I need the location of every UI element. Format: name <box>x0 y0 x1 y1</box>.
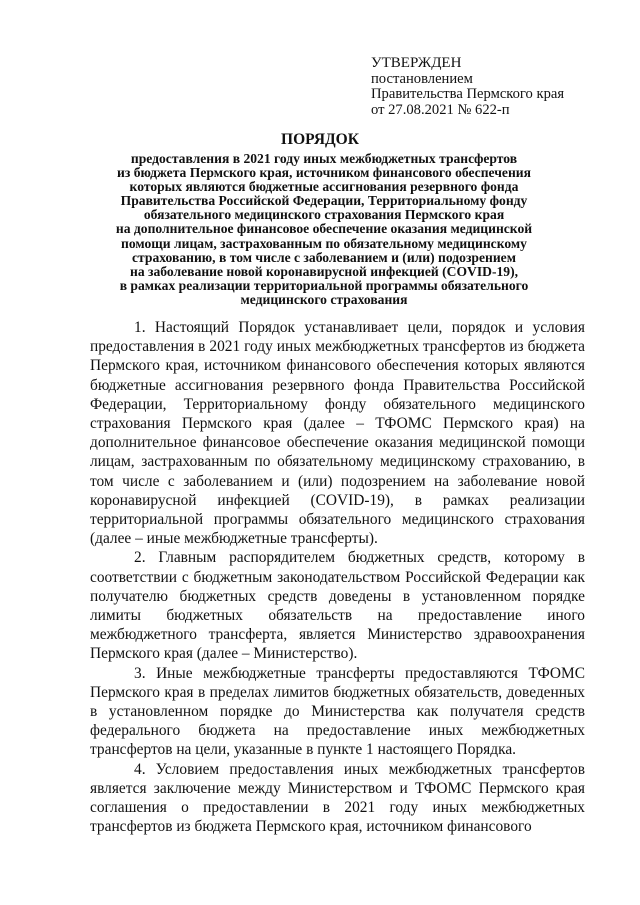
document-title: ПОРЯДОК <box>281 131 359 148</box>
subtitle-line: из бюджета Пермского края, источником финансового обеспечения <box>117 165 531 181</box>
paragraph-3: 3. Иные межбюджетные трансферты предоставляются ТФОМС Пермского края в пределах лимитов бюджетных обязательств, доведенных в установленном порядке до Министерства как получателя средств федерального бюджета на предоставление иных межбюджетных трансфертов на цели, указанные в пункте 1 настоящего Порядка. <box>90 664 585 759</box>
subtitle-line: на дополнительное финансовое обеспечение оказания медицинской <box>115 221 533 237</box>
approval-block <box>371 56 564 118</box>
subtitle-line: в рамках реализации территориальной программы обязательного <box>119 277 529 293</box>
paragraph-4: 4. Условием предоставления иных межбюджетных трансфертов является заключение между Министерством и ТФОМС Пермского края соглашения о предоставлении в 2021 году иных межбюджетных трансфертов из бюджета Пермского края, источником финансового <box>90 760 585 836</box>
approval-line: Правительства Пермского края <box>371 86 565 102</box>
subtitle-line: предоставления в 2021 году иных межбюджетных трансфертов <box>130 151 518 166</box>
document-body <box>90 318 585 836</box>
subtitle-line: которых являются бюджетные ассигнования резервного фонда <box>129 179 519 195</box>
approval-heading: УТВЕРЖДЕН <box>371 55 462 71</box>
approval-line: постановлением <box>371 70 473 87</box>
subtitle-line: помощи лицам, застрахованным по обязательному медицинскому <box>121 235 527 251</box>
subtitle-line: медицинского страхования <box>240 291 408 307</box>
approval-date: от 27.08.2021 № 622-п <box>371 101 510 118</box>
subtitle-line: на заболевание новой коронавирусной инфекцией (COVID-19), <box>130 263 518 279</box>
subtitle-line: обязательного медицинского страхования Пермского края <box>143 207 505 223</box>
paragraph-1: 1. Настоящий Порядок устанавливает цели, порядок и условия предоставления в 2021 году иных межбюджетных трансфертов из бюджета Пермского края, источником финансового обеспечения которых являются бюджетные ассигнования резервного фонда Правительства Российской Федерации, Территориальному фонду обязательного медицинского страхования Пермского края (далее – ТФОМС Пермского края) на дополнительное финансовое обеспечение оказания медицинской помощи лицам, застрахованным по обязательному медицинскому страхованию, в том числе с заболеванием и (или) подозрением на заболевание новой коронавирусной инфекцией (COVID-19), в рамках реализации территориальной программы обязательного медицинского страхования (далее – иные межбюджетные трансферты). <box>90 319 585 548</box>
document-subtitle <box>98 152 550 307</box>
subtitle-line: Правительства Российской Федерации, Территориальному фонду <box>120 193 528 209</box>
paragraph-2: 2. Главным распорядителем бюджетных средств, которому в соответствии с бюджетным законодательством Российской Федерации как получателю бюджетных средств доведены в установленном порядке лимиты бюджетных обязательств на предоставление иного межбюджетного трансферта, является Министерство здравоохранения Пермского края (далее – Министерство). <box>90 549 585 663</box>
subtitle-line: страхованию, в том числе с заболеванием и (или) подозрением <box>132 249 516 265</box>
